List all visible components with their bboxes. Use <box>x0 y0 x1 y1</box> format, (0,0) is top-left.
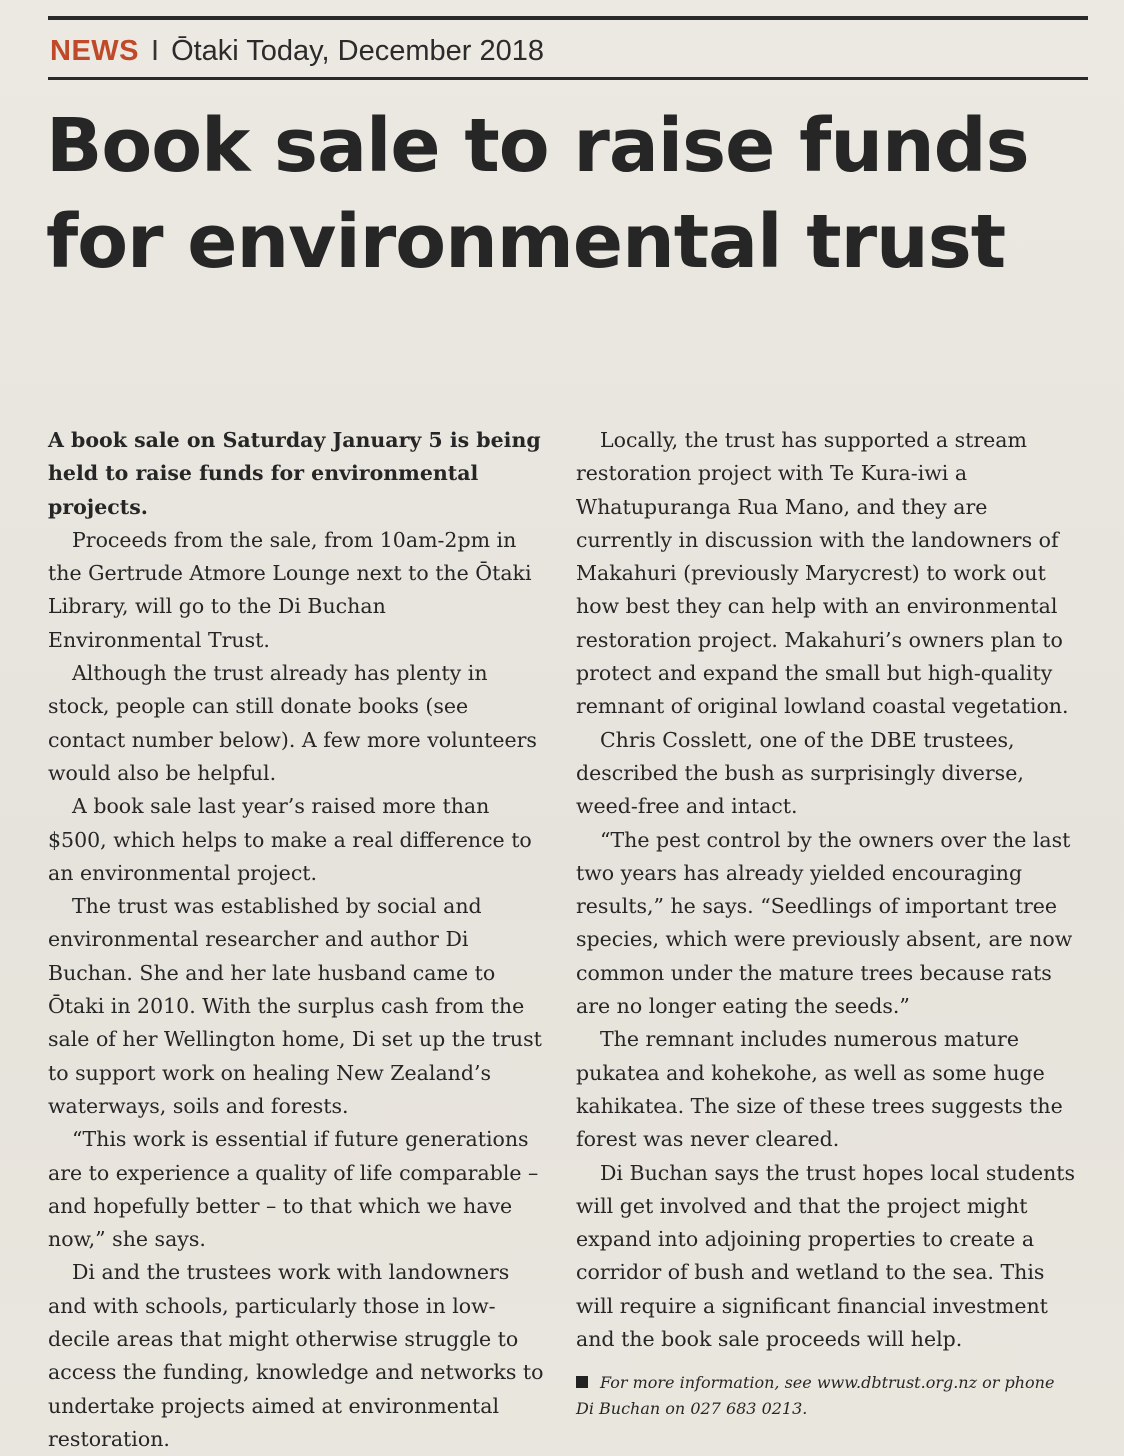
header-rule <box>48 77 1088 80</box>
publication-info: Ōtaki Today, December 2018 <box>171 34 544 67</box>
body-paragraph: Locally, the trust has supported a stream restoration project with Te Kura-iwi a Whatupuranga Rua Mano, and they are currently in discussion with the landowners of Makahuri (previously Marycrest) to work out how best they can help with an environmental restoration project. Makahuri’s owners plan to protect and expand the small but high-quality remnant of original lowland coastal vegetation. <box>576 428 1069 719</box>
body-paragraph: Di Buchan says the trust hopes local students will get involved and that the project might expand into adjoining properties to create a corridor of bush and wetland to the sea. This will require a significant financial investment and the book sale proceeds will help. <box>576 1160 1076 1352</box>
body-paragraph: Proceeds from the sale, from 10am-2pm in the Gertrude Atmore Lounge next to the Ōtaki Library, will go to the Di Buchan Environmental Trust. <box>48 527 532 652</box>
article-column-left <box>48 424 544 1451</box>
top-rule <box>48 16 1088 20</box>
body-paragraph: Although the trust already has plenty in stock, people can still donate books (see contact number below). A few more volunteers would also be helpful. <box>48 661 537 785</box>
section-label: NEWS <box>50 34 139 67</box>
lead-paragraph: A book sale on Saturday January 5 is being held to raise funds for environmental projects. <box>48 428 541 519</box>
body-paragraph: The trust was established by social and environmental researcher and author Di Buchan. She and her late husband came to Ōtaki in 2010. With the surplus cash from the sale of her Wellington home, Di set up the trust to support work on healing New Zealand’s waterways, soils and forests. <box>48 894 542 1118</box>
header-separator: I <box>151 34 160 67</box>
square-bullet-icon <box>576 1376 588 1388</box>
body-paragraph: Di and the trustees work with landowners and with schools, particularly those in low-decile areas that might otherwise struggle to access the funding, knowledge and networks to undertake projects aimed at environmental restoration. <box>48 1260 544 1451</box>
page-header <box>50 30 544 72</box>
body-paragraph: A book sale last year’s raised more than $500, which helps to make a real difference to an environmental project. <box>48 794 532 885</box>
article-column-right <box>576 424 1076 1422</box>
more-info-note <box>576 1370 1076 1422</box>
headline: Book sale to raise funds for environmental trust <box>46 103 1029 285</box>
body-paragraph: The remnant includes numerous mature pukatea and kohekohe, as well as some huge kahikatea. The size of these trees suggests the forest was never cleared. <box>576 1027 1063 1152</box>
body-paragraph: “This work is essential if future generations are to experience a quality of life comparable – and hopefully better – to that which we have now,” she says. <box>48 1127 539 1252</box>
more-info-text: For more information, see www.dbtrust.org.nz or phone Di Buchan on 027 683 0213. <box>576 1373 1055 1419</box>
body-paragraph: “The pest control by the owners over the last two years has already yielded encouraging results,” he says. “Seedlings of important tree species, which were previously absent, are now common under the mature trees because rats are no longer eating the seeds.” <box>576 827 1073 1019</box>
body-paragraph: Chris Cosslett, one of the DBE trustees, described the bush as surprisingly diverse, weed-free and intact. <box>576 727 1024 819</box>
